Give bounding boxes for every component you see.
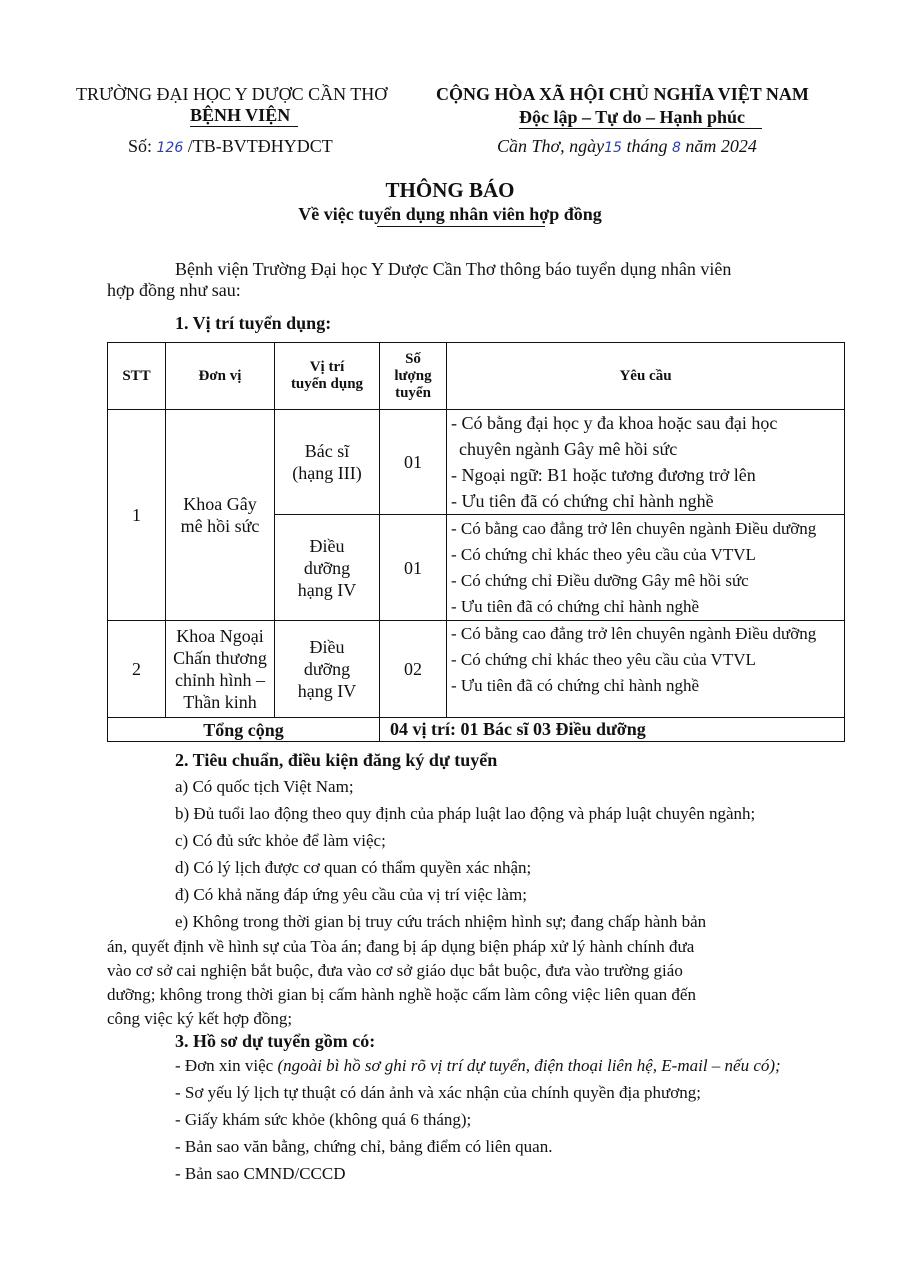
- dossier-item: - Bản sao CMND/CCCD: [175, 1164, 346, 1183]
- col-header-requirements: Yêu cầu: [447, 343, 845, 410]
- condition-e-line-3: vào cơ sở cai nghiện bắt buộc, đưa vào cơ sở giáo dục bắt buộc, đưa vào trường giáo: [107, 961, 683, 980]
- col-header-position: Vị trí tuyển dụng: [275, 343, 380, 410]
- document-title: THÔNG BÁO: [385, 178, 515, 202]
- total-value: 04 vị trí: 01 Bác sĩ 03 Điều dưỡng: [380, 718, 845, 742]
- condition-e-line-1: e) Không trong thời gian bị truy cứu trách nhiệm hình sự; đang chấp hành bản: [175, 912, 707, 931]
- dossier-item: - Bản sao văn bằng, chứng chỉ, bảng điểm có liên quan.: [175, 1137, 553, 1156]
- university-name: TRƯỜNG ĐẠI HỌC Y DƯỢC CẦN THƠ: [76, 84, 388, 104]
- dossier-item: - Giấy khám sức khỏe (không quá 6 tháng);: [175, 1110, 472, 1129]
- subtitle-underline: [377, 226, 545, 227]
- table-header-row: [108, 343, 845, 410]
- cell-requirements: - Có bằng cao đẳng trở lên chuyên ngành Điều dưỡng - Có chứng chỉ khác theo yêu cầu của VTVL - Có chứng chỉ Điều dưỡng Gây mê hồi sức - Ưu tiên đã có chứng chỉ hành nghề: [447, 515, 845, 621]
- section-1-heading: 1. Vị trí tuyển dụng:: [175, 313, 332, 333]
- section-2-heading: 2. Tiêu chuẩn, điều kiện đăng ký dự tuyển: [175, 750, 498, 770]
- recruitment-table: [107, 342, 845, 742]
- hospital-name: BỆNH VIỆN: [190, 105, 291, 125]
- handwritten-number: 126: [156, 140, 184, 156]
- col-header-quantity: Số lượng tuyển: [380, 343, 447, 410]
- col-header-stt: STT: [108, 343, 166, 410]
- cell-requirements: - Có bằng đại học y đa khoa hoặc sau đại học chuyên ngành Gây mê hồi sức - Ngoại ngữ: B1 hoặc tương đương trở lên - Ưu tiên đã có chứng chỉ hành nghề: [447, 410, 845, 515]
- cell-position: Điều dưỡng hạng IV: [275, 621, 380, 718]
- table-row: [108, 410, 845, 515]
- national-motto: Độc lập – Tự do – Hạnh phúc: [519, 107, 746, 127]
- document-number: Số: 126 /TB-BVTĐHYDCT: [128, 136, 333, 156]
- cell-position: Bác sĩ (hạng III): [275, 410, 380, 515]
- place-date: Cần Thơ, ngày15 tháng 8 năm 2024: [497, 136, 757, 156]
- condition-b: b) Đủ tuổi lao động theo quy định của pháp luật lao động và pháp luật chuyên ngành;: [175, 804, 756, 823]
- intro-line-1: Bệnh viện Trường Đại học Y Dược Cần Thơ thông báo tuyển dụng nhân viên: [175, 259, 732, 279]
- cell-stt: 1: [108, 410, 166, 621]
- col-header-unit: Đơn vị: [166, 343, 275, 410]
- table-row: [108, 621, 845, 718]
- condition-d: d) Có lý lịch được cơ quan có thẩm quyền xác nhận;: [175, 858, 532, 877]
- cell-quantity: 02: [380, 621, 447, 718]
- condition-c: c) Có đủ sức khỏe để làm việc;: [175, 831, 386, 850]
- section-3-heading: 3. Hồ sơ dự tuyển gồm có:: [175, 1031, 376, 1051]
- cell-quantity: 01: [380, 410, 447, 515]
- intro-line-2: hợp đồng như sau:: [107, 280, 241, 300]
- dossier-item: - Đơn xin việc (ngoài bì hồ sơ ghi rõ vị trí dự tuyển, điện thoại liên hệ, E-mail – nếu có);: [175, 1056, 781, 1075]
- total-label: Tổng cộng: [108, 718, 380, 742]
- table-total-row: [108, 718, 845, 742]
- cell-requirements: - Có bằng cao đẳng trở lên chuyên ngành Điều dưỡng - Có chứng chỉ khác theo yêu cầu của VTVL - Ưu tiên đã có chứng chỉ hành nghề: [447, 621, 845, 718]
- condition-dd: đ) Có khả năng đáp ứng yêu cầu của vị trí việc làm;: [175, 885, 527, 904]
- dossier-item: - Sơ yếu lý lịch tự thuật có dán ảnh và xác nhận của chính quyền địa phương;: [175, 1083, 701, 1102]
- cell-stt: 2: [108, 621, 166, 718]
- cell-quantity: 01: [380, 515, 447, 621]
- condition-a: a) Có quốc tịch Việt Nam;: [175, 777, 354, 796]
- condition-e-line-4: dưỡng; không trong thời gian bị cấm hành nghề hoặc cấm làm công việc liên quan đến: [107, 985, 696, 1004]
- cell-position: Điều dưỡng hạng IV: [275, 515, 380, 621]
- condition-e-line-5: công việc ký kết hợp đồng;: [107, 1009, 293, 1028]
- condition-e-line-2: án, quyết định về hình sự của Tòa án; đang bị áp dụng biện pháp xử lý hành chính đưa: [107, 937, 695, 956]
- national-title: CỘNG HÒA XÃ HỘI CHỦ NGHĨA VIỆT NAM: [436, 84, 809, 104]
- cell-unit: Khoa Gây mê hồi sức: [166, 410, 275, 621]
- cell-unit: Khoa Ngoại Chấn thương chỉnh hình – Thần kinh: [166, 621, 275, 718]
- motto-underline: [519, 128, 762, 129]
- hospital-underline: [190, 126, 298, 127]
- document-subtitle: Về việc tuyển dụng nhân viên hợp đồng: [298, 204, 602, 224]
